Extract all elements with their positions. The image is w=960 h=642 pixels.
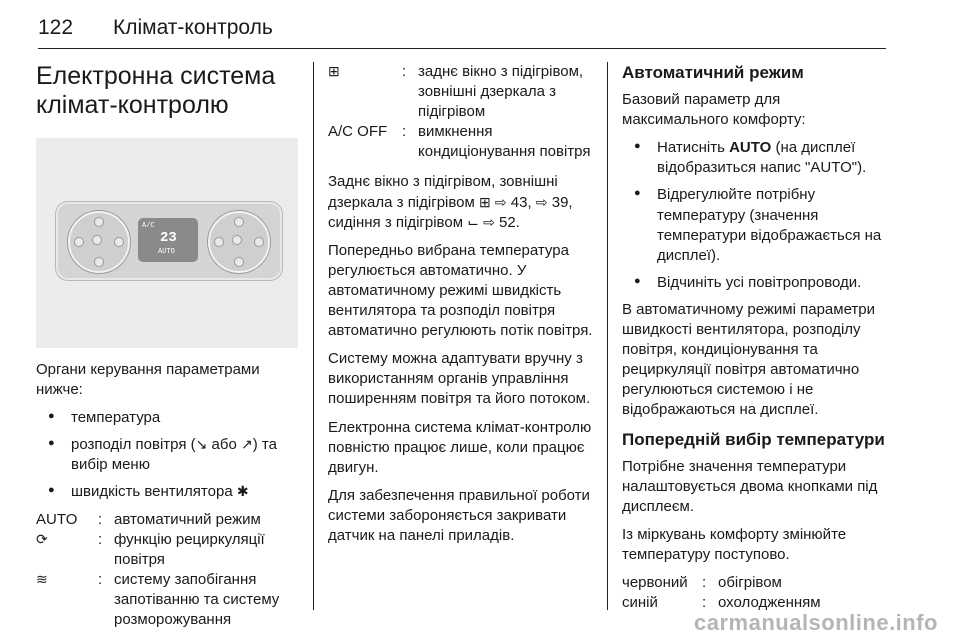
column-divider <box>607 62 608 610</box>
definition-list <box>328 62 596 162</box>
paragraph: Попередньо вибрана температура регулюється автоматично. У автоматичному режимі швидкість вентилятора та розподіл повітря автоматично регулюють потік повітря. <box>328 241 593 340</box>
paragraph: Для забезпечення правильної роботи системи забороняється закривати датчик на панелі приладів. <box>328 486 590 544</box>
knob-button <box>214 237 224 247</box>
list-item: ● Відчиніть усі повітропроводи. <box>622 273 886 293</box>
definition-term: червоний <box>622 574 688 592</box>
climate-display <box>138 218 198 262</box>
list-item: ● температура <box>36 408 298 428</box>
definition-row: AUTO : автоматичний режим <box>36 510 298 530</box>
definition-list <box>622 573 886 613</box>
list-item: ● Відрегулюйте потрібну температуру (значення температури відображається на дисплеї). <box>622 185 886 265</box>
rear-window-heating-icon: ⊞ <box>479 193 491 210</box>
watermark: carmanualsonline.info <box>694 610 938 635</box>
paragraph: В автоматичному режимі параметри швидкості вентилятора, розподілу повітря, кондиціонування та рециркуляції повітря автоматично регулюються системою і не відображаються на дисплеї. <box>622 300 876 419</box>
list-item: ● Натисніть AUTO (на дисплеї відобразиться напис "AUTO"). <box>622 138 886 178</box>
definition-desc: охолодженням <box>718 594 821 612</box>
paragraph: Заднє вікно з підігрівом, зовнішні дзеркала з підігрівом ⊞ ⇨ 43, ⇨ 39, сидіння з підігрівом ⌙ ⇨ 52. <box>328 173 573 231</box>
intro-text: Органи керування параметрами нижче: <box>36 361 260 399</box>
definition-desc: заднє вікно з підігрівом, зовнішні дзеркала з підігрівом <box>418 63 584 121</box>
definition-row: ≋ : систему запобігання запотіванню та систему розморожування <box>36 570 298 630</box>
knob-button <box>92 235 102 245</box>
paragraph: Базовий параметр для максимального комфорту: <box>622 91 806 129</box>
running-title: Клімат-контроль <box>113 16 273 39</box>
display-ac-label: A/C <box>142 222 155 230</box>
definition-list <box>36 510 298 631</box>
page-header <box>38 12 886 49</box>
defrost-icon: ≋ <box>36 570 48 587</box>
paragraph: Із міркувань комфорту змінюйте температуру поступово. <box>622 525 847 563</box>
paragraph: Потрібне значення температури налаштовується двома кнопками під дисплеєм. <box>622 457 878 515</box>
auto-steps-list <box>622 138 886 293</box>
column-2 <box>328 62 596 554</box>
knob-button <box>232 235 242 245</box>
air-up-icon: ↗ <box>241 436 253 453</box>
knob-button <box>94 257 104 267</box>
controls-list <box>36 408 298 502</box>
definition-row: синій : охолодженням <box>622 593 886 613</box>
paragraph: Систему можна адаптувати вручну з використанням органів управління поширенням повітря та його потоком. <box>328 350 591 408</box>
knob-button <box>74 237 84 247</box>
page-reference-icon[interactable]: ⇨ <box>483 213 495 230</box>
seat-heating-icon: ⌙ <box>467 213 479 230</box>
knob-button <box>234 217 244 227</box>
list-item: ● розподіл повітря (↘ або ↗) та вибір меню <box>36 435 298 475</box>
column-divider <box>313 62 314 610</box>
knob-button <box>114 237 124 247</box>
subsection-title: Автоматичний режим <box>622 63 804 82</box>
definition-term: синій <box>622 594 658 612</box>
subsection-title: Попередній вибір температури <box>622 429 885 449</box>
knob-button <box>94 217 104 227</box>
section-title: Електронна система клімат-контролю <box>36 62 276 119</box>
knob-button <box>254 237 264 247</box>
definition-desc: вимкнення кондиціонування повітря <box>418 123 591 161</box>
left-control-knob <box>68 211 130 273</box>
definition-row: ⊞ : заднє вікно з підігрівом, зовнішні дзеркала з підігрівом <box>328 62 596 122</box>
page-reference-icon[interactable]: ⇨ <box>535 193 548 210</box>
definition-desc: систему запобігання запотіванню та систему розморожування <box>114 570 280 629</box>
definition-row: ⟳ : функцію рециркуляції повітря <box>36 530 298 570</box>
page-number: 122 <box>38 16 74 39</box>
climate-control-panel <box>56 202 282 280</box>
rear-window-heating-icon: ⊞ <box>328 63 340 79</box>
recirculation-icon: ⟳ <box>36 530 48 547</box>
fan-icon: ✱ <box>236 483 249 500</box>
column-1 <box>36 62 298 640</box>
page-reference-icon[interactable]: ⇨ <box>494 193 507 210</box>
display-auto-label: AUTO <box>158 248 175 256</box>
definition-row: червоний : обігрівом <box>622 573 886 593</box>
control-panel-figure <box>36 138 298 348</box>
definition-term: A/C OFF <box>328 123 388 141</box>
definition-row: A/C OFF : вимкнення кондиціонування повітря <box>328 122 596 162</box>
right-control-knob <box>208 211 270 273</box>
air-down-icon: ↘ <box>195 436 208 453</box>
display-temperature: 23 <box>160 230 177 246</box>
definition-desc: автоматичний режим <box>114 510 261 528</box>
definition-term: AUTO <box>36 510 78 528</box>
column-3 <box>622 62 886 623</box>
definition-desc: обігрівом <box>718 574 782 592</box>
knob-button <box>234 257 244 267</box>
list-item: ● швидкість вентилятора ✱ <box>36 482 298 502</box>
auto-button-label: AUTO <box>729 139 772 157</box>
paragraph: Електронна система клімат-контролю повністю працює лише, коли працює двигун. <box>328 418 592 476</box>
definition-desc: функцію рециркуляції повітря <box>114 530 265 568</box>
